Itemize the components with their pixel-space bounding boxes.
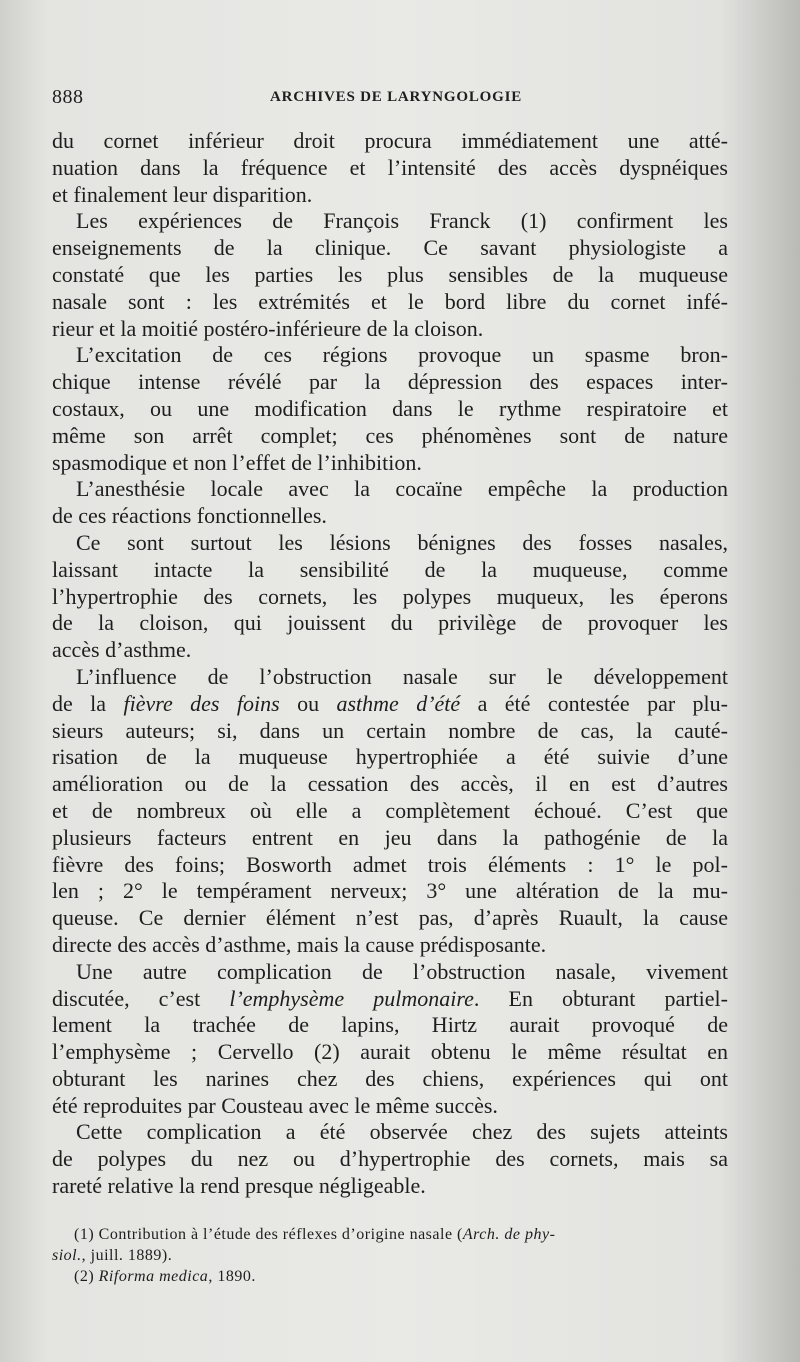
footnote-1-continued <box>52 1245 732 1266</box>
text-line: même son arrêt complet; ces phénomènes sont de nature <box>52 422 728 448</box>
text-line: Les expériences de François Franck (1) confirment les <box>76 208 728 234</box>
page-header <box>52 86 732 112</box>
text-line: de ces réactions fonctionnelles. <box>52 503 327 529</box>
text-line: nuation dans la fréquence et l’intensité des accès dyspnéiques <box>52 154 728 180</box>
italic-term: Arch. de phy- <box>462 1226 556 1243</box>
text-line: sieurs auteurs; si, dans un certain nombre de cas, la cauté- <box>52 717 728 743</box>
text-run: , juill. 1889). <box>81 1247 173 1264</box>
text-line: obturant les narines chez des chiens, expériences qui ont <box>52 1065 728 1091</box>
text-line: rareté relative la rend presque négligeable. <box>52 1173 426 1199</box>
text-line: queuse. Ce dernier élément n’est pas, d’après Ruault, la cause <box>52 905 728 931</box>
text-line: amélioration ou de la cessation des accès, il en est d’autres <box>52 771 728 797</box>
text-run: , 1890. <box>208 1268 256 1285</box>
text-line: de polypes du nez ou d’hypertrophie des cornets, mais sa <box>52 1146 728 1172</box>
text-line: rieur et la moitié postéro-inférieure de la cloison. <box>52 315 484 341</box>
italic-term: fièvre des foins <box>123 690 280 716</box>
text-line: enseignements de la clinique. Ce savant physiologiste a <box>52 235 728 261</box>
footnotes <box>52 1224 732 1287</box>
text-line: Une autre complication de l’obstruction nasale, vivement <box>76 958 728 984</box>
text-line: lement la trachée de lapins, Hirtz aurait provoqué de <box>52 1012 728 1038</box>
running-head: ARCHIVES DE LARYNGOLOGIE <box>270 89 523 105</box>
text-line: plusieurs facteurs entrent en jeu dans la pathogénie de la <box>52 824 728 850</box>
text-line: chique intense révélé par la dépression des espaces inter- <box>52 369 728 395</box>
text-line: accès d’asthme. <box>52 637 192 663</box>
footnote-1 <box>52 1224 732 1245</box>
text-line: costaux, ou une modification dans le rythme respiratoire et <box>52 395 728 421</box>
text-line: spasmodique et non l’effet de l’inhibition. <box>52 449 422 475</box>
text-line: risation de la muqueuse hypertrophiée a été suivie d’une <box>52 744 728 770</box>
text-run: (1) Contribution à l’étude des réflexes d’origine nasale ( <box>74 1226 463 1243</box>
italic-term: l’emphysème pulmonaire <box>229 985 474 1011</box>
text-run: discutée, c’est <box>52 985 230 1011</box>
text-line: directe des accès d’asthme, mais la cause prédisposante. <box>52 931 547 957</box>
text-run: . En obturant partiel- <box>473 985 728 1011</box>
italic-term: Riforma medica <box>98 1268 209 1285</box>
text-line <box>52 691 728 718</box>
text-line <box>52 986 728 1013</box>
text-line: L’excitation de ces régions provoque un spasme bron- <box>76 342 728 368</box>
page-number: 888 <box>52 86 84 108</box>
text-line: du cornet inférieur droit procura immédiatement une atté- <box>52 128 728 153</box>
text-run: de la <box>52 690 124 716</box>
text-line: Ce sont surtout les lésions bénignes des fosses nasales, <box>76 529 728 555</box>
text-line: constaté que les parties les plus sensibles de la muqueuse <box>52 261 728 287</box>
text-line: fièvre des foins; Bosworth admet trois éléments : 1° le pol- <box>52 851 728 877</box>
text-line: et finalement leur disparition. <box>52 181 313 207</box>
text-line: laissant intacte la sensibilité de la muqueuse, comme <box>52 556 728 582</box>
text-run: ou <box>279 690 337 716</box>
footnote-2 <box>52 1266 732 1287</box>
text-line: l’emphysème ; Cervello (2) aurait obtenu le même résultat en <box>52 1039 728 1065</box>
text-line: L’anesthésie locale avec la cocaïne empêche la production <box>76 476 728 502</box>
text-line: été reproduites par Cousteau avec le même succès. <box>52 1092 498 1118</box>
text-run: (2) <box>74 1268 99 1285</box>
text-run: a été contestée par plu- <box>460 690 728 716</box>
text-line: de la cloison, qui jouissent du privilège de provoquer les <box>52 610 728 636</box>
italic-term: asthme d’été <box>336 690 461 716</box>
text-line: nasale sont : les extrémités et le bord libre du cornet infé- <box>52 288 728 314</box>
italic-term: siol. <box>52 1247 82 1264</box>
text-line: et de nombreux où elle a complètement échoué. C’est que <box>52 797 728 823</box>
text-line: l’hypertrophie des cornets, les polypes muqueux, les éperons <box>52 583 728 609</box>
text-line: len ; 2° le tempérament nerveux; 3° une altération de la mu- <box>52 878 728 904</box>
text-line: L’influence de l’obstruction nasale sur le développement <box>76 663 728 689</box>
body-text <box>52 128 728 1200</box>
text-line: Cette complication a été observée chez des sujets atteints <box>76 1119 728 1145</box>
